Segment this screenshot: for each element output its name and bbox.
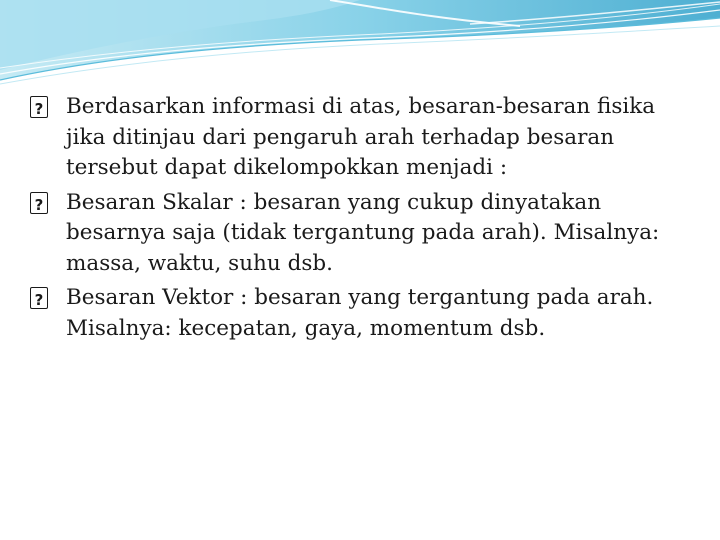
bullet-item — [30, 92, 690, 184]
slide-body — [30, 92, 690, 348]
bullet-text: Besaran Skalar : besaran yang cukup dinyatakan besarnya saja (tidak tergantung pada arah). Misalnya: massa, waktu, suhu dsb. — [66, 189, 660, 276]
missing-glyph-bullet-icon — [30, 287, 48, 309]
missing-glyph-bullet-icon — [30, 96, 48, 118]
bullet-text: Besaran Vektor : besaran yang tergantung pada arah. Misalnya: kecepatan, gaya, momentum dsb. — [66, 285, 654, 341]
bullet-item — [30, 188, 690, 280]
missing-glyph-bullet-icon — [30, 192, 48, 214]
bullet-item — [30, 283, 690, 344]
wave-header-decoration — [0, 0, 720, 90]
bullet-text: Berdasarkan informasi di atas, besaran-besaran fisika jika ditinjau dari pengaruh arah terhadap besaran tersebut dapat dikelompokkan menjadi : — [66, 94, 656, 180]
